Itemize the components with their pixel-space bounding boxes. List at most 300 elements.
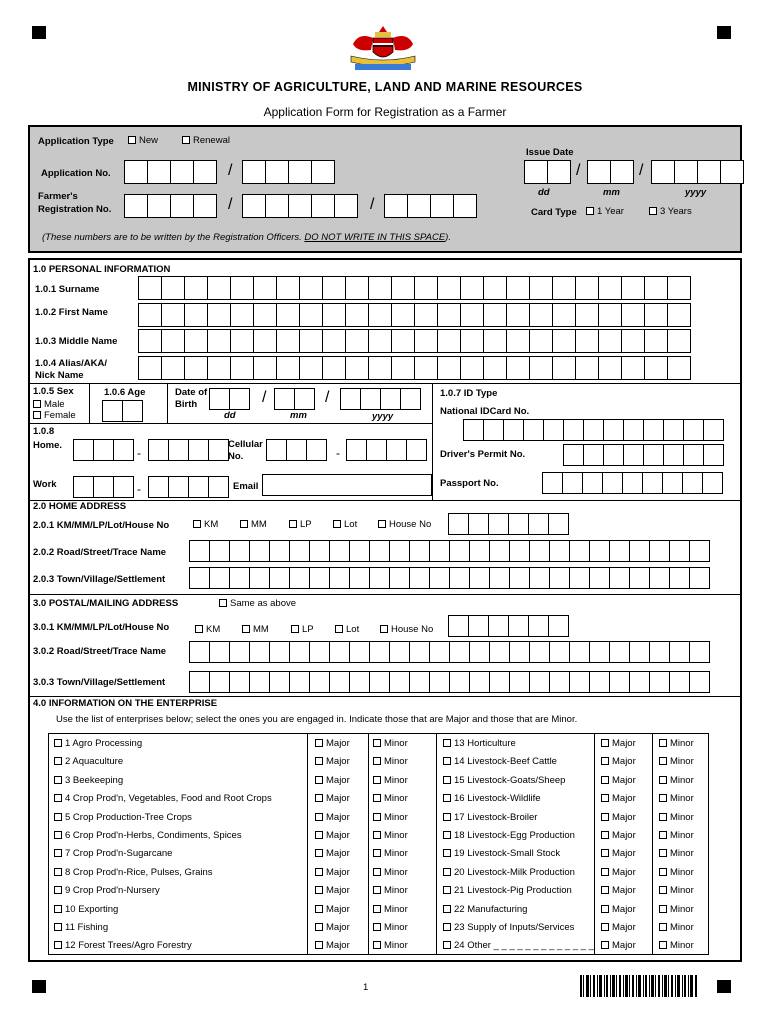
enterprise-right-22-checkbox[interactable] bbox=[443, 905, 451, 913]
registration-mark-bottom-right bbox=[717, 980, 731, 993]
enterprise-left-1[interactable] bbox=[54, 738, 142, 749]
enterprise-right-major-18[interactable] bbox=[601, 830, 636, 841]
enterprise-left-12-label: 12 Forest Trees/Agro Forestry bbox=[65, 940, 192, 952]
enterprise-right-major-14-checkbox[interactable] bbox=[601, 757, 609, 765]
postal-town-label: 3.0.3 Town/Village/Settlement bbox=[33, 677, 166, 688]
enterprise-left-minor-2-checkbox[interactable] bbox=[373, 757, 381, 765]
enterprise-right-22[interactable] bbox=[443, 904, 527, 915]
enterprise-left-minor-12-checkbox[interactable] bbox=[373, 941, 381, 949]
coat-of-arms-icon bbox=[345, 22, 421, 74]
enterprise-left-major-1[interactable] bbox=[315, 738, 350, 749]
age-boxes[interactable] bbox=[102, 400, 142, 422]
home-house-option[interactable] bbox=[378, 519, 431, 530]
registration-no-boxes-c[interactable] bbox=[384, 194, 476, 218]
work-phone-boxes-a[interactable] bbox=[73, 476, 133, 498]
enterprise-left-minor-9-checkbox[interactable] bbox=[373, 886, 381, 894]
enterprise-right-15[interactable] bbox=[443, 775, 565, 786]
enterprise-right-major-19-checkbox[interactable] bbox=[601, 849, 609, 857]
surname-boxes[interactable] bbox=[138, 276, 690, 300]
home-phone-boxes-b[interactable] bbox=[148, 439, 228, 461]
divider bbox=[30, 696, 740, 697]
enterprise-right-minor-20[interactable] bbox=[659, 867, 694, 878]
enterprise-right-major-15-label: Major bbox=[612, 774, 636, 786]
enterprise-right-19-checkbox[interactable] bbox=[443, 849, 451, 857]
postal-road-boxes[interactable] bbox=[189, 641, 709, 663]
enterprise-right-minor-13-checkbox[interactable] bbox=[659, 739, 667, 747]
enterprise-right-18[interactable] bbox=[443, 830, 575, 841]
enterprise-left-1-label: 1 Agro Processing bbox=[65, 738, 143, 749]
slash-separator: / bbox=[576, 162, 581, 179]
enterprise-left-minor-8-checkbox[interactable] bbox=[373, 868, 381, 876]
work-phone-boxes-b[interactable] bbox=[148, 476, 228, 498]
enterprise-left-5-checkbox[interactable] bbox=[54, 813, 62, 821]
enterprise-right-21-checkbox[interactable] bbox=[443, 886, 451, 894]
enterprise-left-6-checkbox[interactable] bbox=[54, 831, 62, 839]
enterprise-left-minor-11-checkbox[interactable] bbox=[373, 923, 381, 931]
first-name-label: 1.0.2 First Name bbox=[35, 307, 108, 318]
home-km-checkbox[interactable] bbox=[193, 520, 201, 528]
dash-separator: - bbox=[137, 446, 141, 460]
slash-separator: / bbox=[228, 196, 233, 213]
enterprise-right-minor-15-label: Minor bbox=[670, 774, 694, 786]
postal-house-checkbox[interactable] bbox=[380, 625, 388, 633]
enterprise-right-minor-20-checkbox[interactable] bbox=[659, 868, 667, 876]
registration-no-boxes-a[interactable] bbox=[124, 194, 216, 218]
enterprise-right-minor-14[interactable] bbox=[659, 756, 694, 767]
enterprise-right-major-24[interactable] bbox=[601, 940, 636, 951]
enterprise-left-minor-7-checkbox[interactable] bbox=[373, 849, 381, 857]
enterprise-right-24-label: 24 Other _ _ _ _ _ _ _ _ _ _ _ _ _ bbox=[454, 940, 594, 952]
enterprise-left-2-checkbox[interactable] bbox=[54, 757, 62, 765]
dob-dd-label: dd bbox=[224, 410, 236, 421]
enterprise-left-minor-1-label: Minor bbox=[384, 738, 408, 749]
application-no-boxes-b[interactable] bbox=[242, 160, 334, 184]
enterprise-left-minor-2-label: Minor bbox=[384, 756, 408, 768]
home-mm-option[interactable] bbox=[240, 519, 267, 530]
enterprise-left-major-3[interactable] bbox=[315, 775, 350, 786]
enterprise-right-major-24-label: Major bbox=[612, 940, 636, 952]
enterprise-left-minor-8[interactable] bbox=[373, 867, 408, 878]
work-phone-label: Work bbox=[33, 479, 57, 490]
enterprise-right-major-21[interactable] bbox=[601, 885, 636, 896]
enterprise-left-major-12-checkbox[interactable] bbox=[315, 941, 323, 949]
cellular-boxes-b[interactable] bbox=[346, 439, 426, 461]
enterprise-right-23-label: 23 Supply of Inputs/Services bbox=[454, 922, 575, 933]
enterprise-left-6[interactable] bbox=[54, 830, 242, 841]
issue-dd-label: dd bbox=[538, 187, 550, 198]
issue-date-label: Issue Date bbox=[526, 147, 574, 158]
enterprise-right-16-label: 16 Livestock-Wildlife bbox=[454, 793, 541, 805]
enterprise-left-minor-3[interactable] bbox=[373, 775, 408, 786]
enterprise-right-minor-16-checkbox[interactable] bbox=[659, 794, 667, 802]
enterprise-left-minor-10[interactable] bbox=[373, 904, 408, 915]
enterprise-right-minor-15[interactable] bbox=[659, 775, 694, 786]
enterprise-right-minor-23-checkbox[interactable] bbox=[659, 923, 667, 931]
postal-mm-option[interactable] bbox=[242, 624, 269, 635]
enterprise-right-minor-19[interactable] bbox=[659, 848, 694, 859]
home-phone-boxes-a[interactable] bbox=[73, 439, 133, 461]
first-name-boxes[interactable] bbox=[138, 303, 690, 327]
enterprise-left-2[interactable] bbox=[54, 756, 123, 767]
application-no-boxes-a[interactable] bbox=[124, 160, 216, 184]
enterprise-left-major-8[interactable] bbox=[315, 867, 350, 878]
enterprise-right-minor-24-label: Minor bbox=[670, 940, 694, 952]
renewal-checkbox[interactable] bbox=[182, 136, 190, 144]
cellular-boxes-a[interactable] bbox=[266, 439, 326, 461]
enterprise-left-major-10[interactable] bbox=[315, 904, 350, 915]
postal-house-no-label: 3.0.1 KM/MM/LP/Lot/House No bbox=[33, 622, 170, 633]
farmers-label: Farmer's bbox=[38, 191, 78, 202]
enterprise-left-minor-7[interactable] bbox=[373, 848, 408, 859]
enterprise-right-minor-21-label: Minor bbox=[670, 885, 694, 897]
enterprise-right-major-19[interactable] bbox=[601, 848, 636, 859]
three-years-option[interactable] bbox=[649, 206, 692, 217]
enterprise-left-7-label: 7 Crop Prod'n-Sugarcane bbox=[65, 848, 173, 860]
enterprise-left-7[interactable] bbox=[54, 848, 172, 859]
enterprise-left-12-checkbox[interactable] bbox=[54, 941, 62, 949]
surname-label: 1.0.1 Surname bbox=[35, 284, 100, 295]
phone-section-label: 1.0.8 bbox=[33, 426, 55, 437]
enterprise-left-10-checkbox[interactable] bbox=[54, 905, 62, 913]
enterprise-right-23-checkbox[interactable] bbox=[443, 923, 451, 931]
one-year-label: 1 Year bbox=[597, 206, 624, 217]
enterprise-right-major-17-checkbox[interactable] bbox=[601, 813, 609, 821]
enterprise-right-major-13-checkbox[interactable] bbox=[601, 739, 609, 747]
enterprise-right-minor-22-checkbox[interactable] bbox=[659, 905, 667, 913]
enterprise-right-minor-24[interactable] bbox=[659, 940, 694, 951]
enterprise-right-minor-21-checkbox[interactable] bbox=[659, 886, 667, 894]
enterprise-left-3[interactable] bbox=[54, 775, 123, 786]
enterprise-right-24[interactable] bbox=[443, 940, 594, 951]
enterprise-left-major-9[interactable] bbox=[315, 885, 350, 896]
enterprise-right-minor-18-label: Minor bbox=[670, 830, 694, 841]
enterprise-left-major-7-label: Major bbox=[326, 848, 350, 860]
lot-label: Lot bbox=[346, 624, 360, 635]
passport-label: Passport No. bbox=[440, 478, 499, 489]
application-type-label: Application Type bbox=[38, 136, 114, 147]
enterprise-right-major-20-checkbox[interactable] bbox=[601, 868, 609, 876]
enterprise-left-minor-3-checkbox[interactable] bbox=[373, 776, 381, 784]
enterprise-right-major-23-checkbox[interactable] bbox=[601, 923, 609, 931]
slash-separator: / bbox=[325, 389, 330, 406]
enterprise-right-18-checkbox[interactable] bbox=[443, 831, 451, 839]
enterprise-left-major-4-checkbox[interactable] bbox=[315, 794, 323, 802]
enterprise-right-19[interactable] bbox=[443, 848, 560, 859]
enterprise-right-20-checkbox[interactable] bbox=[443, 868, 451, 876]
enterprise-right-major-21-checkbox[interactable] bbox=[601, 886, 609, 894]
enterprise-left-minor-3-label: Minor bbox=[384, 774, 408, 786]
enterprise-right-minor-17-checkbox[interactable] bbox=[659, 813, 667, 821]
enterprise-left-major-5-checkbox[interactable] bbox=[315, 813, 323, 821]
note-suffix: ). bbox=[445, 232, 451, 243]
enterprise-right-21[interactable] bbox=[443, 885, 572, 896]
enterprise-left-minor-2[interactable] bbox=[373, 756, 408, 767]
dob-mm-label: mm bbox=[290, 410, 307, 421]
enterprise-left-minor-6[interactable] bbox=[373, 830, 408, 841]
national-id-label: National IDCard No. bbox=[440, 406, 530, 417]
postal-house-option[interactable] bbox=[380, 624, 433, 635]
enterprise-right-13-checkbox[interactable] bbox=[443, 739, 451, 747]
enterprise-left-10[interactable] bbox=[54, 904, 118, 915]
enterprise-right-minor-23-label: Minor bbox=[670, 922, 694, 933]
dob-month-boxes[interactable] bbox=[274, 388, 314, 410]
card-type-label: Card Type bbox=[531, 207, 577, 218]
alias-boxes[interactable] bbox=[138, 356, 690, 380]
enterprise-right-major-23-label: Major bbox=[612, 922, 636, 933]
enterprise-right-minor-15-checkbox[interactable] bbox=[659, 776, 667, 784]
enterprise-left-major-7-checkbox[interactable] bbox=[315, 849, 323, 857]
postal-km-checkbox[interactable] bbox=[195, 625, 203, 633]
three-years-label: 3 Years bbox=[660, 206, 692, 217]
dob-day-boxes[interactable] bbox=[209, 388, 249, 410]
home-mm-checkbox[interactable] bbox=[240, 520, 248, 528]
enterprise-right-minor-14-checkbox[interactable] bbox=[659, 757, 667, 765]
enterprise-right-20[interactable] bbox=[443, 867, 575, 878]
new-checkbox[interactable] bbox=[128, 136, 136, 144]
enterprise-right-minor-17-label: Minor bbox=[670, 811, 694, 823]
home-lot-checkbox[interactable] bbox=[333, 520, 341, 528]
sex-label: 1.0.5 Sex bbox=[33, 386, 74, 397]
enterprise-left-minor-12[interactable] bbox=[373, 940, 408, 951]
slash-separator: / bbox=[228, 162, 233, 179]
enterprise-left-11-label: 11 Fishing bbox=[65, 922, 109, 933]
enterprise-left-9[interactable] bbox=[54, 885, 160, 896]
enterprise-right-major-13[interactable] bbox=[601, 738, 636, 749]
enterprise-right-20-label: 20 Livestock-Milk Production bbox=[454, 866, 575, 878]
enterprise-right-minor-21[interactable] bbox=[659, 885, 694, 896]
enterprise-left-11-checkbox[interactable] bbox=[54, 923, 62, 931]
enterprise-right-24-checkbox[interactable] bbox=[443, 941, 451, 949]
postal-lot-checkbox[interactable] bbox=[335, 625, 343, 633]
enterprise-right-major-15-checkbox[interactable] bbox=[601, 776, 609, 784]
enterprise-left-5[interactable] bbox=[54, 812, 192, 823]
enterprise-left-major-9-checkbox[interactable] bbox=[315, 886, 323, 894]
issue-date-month-boxes[interactable] bbox=[587, 160, 633, 184]
enterprise-left-minor-4-label: Minor bbox=[384, 793, 408, 805]
slash-separator: / bbox=[262, 389, 267, 406]
home-lp-checkbox[interactable] bbox=[289, 520, 297, 528]
registration-no-boxes-b[interactable] bbox=[242, 194, 357, 218]
enterprise-left-minor-8-label: Minor bbox=[384, 866, 408, 878]
enterprise-right-minor-18[interactable] bbox=[659, 830, 694, 841]
enterprise-right-minor-23[interactable] bbox=[659, 922, 694, 933]
lp-label: LP bbox=[300, 519, 312, 530]
dob-year-boxes[interactable] bbox=[340, 388, 420, 410]
enterprise-right-14-checkbox[interactable] bbox=[443, 757, 451, 765]
enterprise-right-23[interactable] bbox=[443, 922, 574, 933]
enterprise-left-minor-9[interactable] bbox=[373, 885, 408, 896]
enterprise-left-2-label: 2 Aquaculture bbox=[65, 756, 124, 768]
issue-mm-label: mm bbox=[603, 187, 620, 198]
enterprise-right-major-22-checkbox[interactable] bbox=[601, 905, 609, 913]
enterprise-right-17-label: 17 Livestock-Broiler bbox=[454, 811, 538, 823]
enterprise-left-major-1-checkbox[interactable] bbox=[315, 739, 323, 747]
enterprise-right-minor-22[interactable] bbox=[659, 904, 694, 915]
enterprise-left-major-3-checkbox[interactable] bbox=[315, 776, 323, 784]
enterprise-left-major-11[interactable] bbox=[315, 922, 350, 933]
enterprise-right-major-18-checkbox[interactable] bbox=[601, 831, 609, 839]
enterprise-left-minor-5[interactable] bbox=[373, 812, 408, 823]
enterprise-left-minor-1-checkbox[interactable] bbox=[373, 739, 381, 747]
divider bbox=[594, 733, 595, 955]
enterprise-left-major-7[interactable] bbox=[315, 848, 350, 859]
enterprise-right-major-22[interactable] bbox=[601, 904, 636, 915]
enterprise-left-4-checkbox[interactable] bbox=[54, 794, 62, 802]
enterprise-left-3-label: 3 Beekeeping bbox=[65, 774, 124, 786]
issue-date-year-boxes[interactable] bbox=[651, 160, 743, 184]
enterprise-right-19-label: 19 Livestock-Small Stock bbox=[454, 848, 561, 860]
enterprise-left-minor-7-label: Minor bbox=[384, 848, 408, 860]
enterprise-right-major-15[interactable] bbox=[601, 775, 636, 786]
postal-lp-checkbox[interactable] bbox=[291, 625, 299, 633]
enterprise-right-major-17[interactable] bbox=[601, 812, 636, 823]
enterprise-right-minor-18-checkbox[interactable] bbox=[659, 831, 667, 839]
dash-separator: - bbox=[336, 446, 340, 460]
enterprise-left-minor-4[interactable] bbox=[373, 793, 408, 804]
enterprise-left-1-checkbox[interactable] bbox=[54, 739, 62, 747]
enterprise-left-minor-4-checkbox[interactable] bbox=[373, 794, 381, 802]
enterprise-left-7-checkbox[interactable] bbox=[54, 849, 62, 857]
same-as-above-label: Same as above bbox=[230, 598, 297, 609]
female-checkbox[interactable] bbox=[33, 411, 41, 419]
passport-boxes[interactable] bbox=[542, 472, 722, 494]
enterprise-right-minor-24-checkbox[interactable] bbox=[659, 941, 667, 949]
enterprise-left-minor-6-checkbox[interactable] bbox=[373, 831, 381, 839]
enterprise-right-22-label: 22 Manufacturing bbox=[454, 903, 528, 915]
enterprise-right-major-24-checkbox[interactable] bbox=[601, 941, 609, 949]
one-year-checkbox[interactable] bbox=[586, 207, 594, 215]
enterprise-right-17[interactable] bbox=[443, 812, 537, 823]
enterprise-right-major-23[interactable] bbox=[601, 922, 636, 933]
enterprise-right-14[interactable] bbox=[443, 756, 557, 767]
enterprise-left-minor-10-checkbox[interactable] bbox=[373, 905, 381, 913]
divider bbox=[307, 733, 308, 955]
three-years-checkbox[interactable] bbox=[649, 207, 657, 215]
enterprise-right-16[interactable] bbox=[443, 793, 541, 804]
home-town-boxes[interactable] bbox=[189, 567, 709, 589]
enterprise-right-13[interactable] bbox=[443, 738, 516, 749]
enterprise-right-minor-19-label: Minor bbox=[670, 848, 694, 860]
home-house-no-boxes[interactable] bbox=[448, 513, 568, 535]
male-option[interactable] bbox=[33, 399, 65, 410]
enterprise-left-major-6[interactable] bbox=[315, 830, 350, 841]
new-label: New bbox=[139, 135, 159, 146]
enterprise-right-minor-22-label: Minor bbox=[670, 903, 694, 915]
male-label: Male bbox=[44, 399, 65, 410]
home-house-checkbox[interactable] bbox=[378, 520, 386, 528]
id-type-label: 1.0.7 ID Type bbox=[440, 388, 498, 399]
postal-town-boxes[interactable] bbox=[189, 671, 709, 693]
postal-lp-option[interactable] bbox=[291, 624, 314, 635]
enterprise-left-8[interactable] bbox=[54, 867, 213, 878]
renewal-label: Renewal bbox=[193, 135, 230, 146]
enterprise-right-minor-17[interactable] bbox=[659, 812, 694, 823]
registration-mark-bottom-left bbox=[32, 980, 46, 993]
enterprise-right-major-16[interactable] bbox=[601, 793, 636, 804]
enterprise-left-11[interactable] bbox=[54, 922, 108, 933]
home-lp-option[interactable] bbox=[289, 519, 312, 530]
enterprise-left-major-4[interactable] bbox=[315, 793, 350, 804]
enterprise-right-major-14-label: Major bbox=[612, 756, 636, 768]
enterprise-right-major-16-checkbox[interactable] bbox=[601, 794, 609, 802]
divider bbox=[30, 500, 740, 501]
slash-separator: / bbox=[370, 196, 375, 213]
enterprise-left-major-12-label: Major bbox=[326, 940, 350, 952]
enterprise-left-major-5[interactable] bbox=[315, 812, 350, 823]
enterprise-left-major-3-label: Major bbox=[326, 774, 350, 786]
enterprise-left-major-2-checkbox[interactable] bbox=[315, 757, 323, 765]
middle-name-boxes[interactable] bbox=[138, 329, 690, 353]
enterprise-left-12[interactable] bbox=[54, 940, 192, 951]
enterprise-left-major-4-label: Major bbox=[326, 793, 350, 805]
postal-lot-option[interactable] bbox=[335, 624, 359, 635]
enterprise-left-major-2[interactable] bbox=[315, 756, 350, 767]
enterprise-left-major-11-checkbox[interactable] bbox=[315, 923, 323, 931]
drivers-permit-boxes[interactable] bbox=[563, 444, 723, 466]
issue-date-day-boxes[interactable] bbox=[524, 160, 570, 184]
km-label: KM bbox=[204, 519, 219, 530]
same-as-above-checkbox[interactable] bbox=[219, 599, 227, 607]
enterprise-left-minor-5-checkbox[interactable] bbox=[373, 813, 381, 821]
enterprise-right-major-21-label: Major bbox=[612, 885, 636, 897]
postal-house-no-boxes[interactable] bbox=[448, 615, 568, 637]
enterprise-right-minor-14-label: Minor bbox=[670, 756, 694, 768]
enterprise-left-major-8-checkbox[interactable] bbox=[315, 868, 323, 876]
email-field[interactable] bbox=[262, 474, 432, 496]
home-road-boxes[interactable] bbox=[189, 540, 709, 562]
male-checkbox[interactable] bbox=[33, 400, 41, 408]
enterprise-right-minor-16[interactable] bbox=[659, 793, 694, 804]
home-lot-option[interactable] bbox=[333, 519, 357, 530]
enterprise-right-major-19-label: Major bbox=[612, 848, 636, 860]
renewal-option[interactable] bbox=[182, 135, 230, 146]
enterprise-left-9-checkbox[interactable] bbox=[54, 886, 62, 894]
enterprise-right-15-checkbox[interactable] bbox=[443, 776, 451, 784]
home-km-option[interactable] bbox=[193, 519, 218, 530]
same-as-above-option[interactable] bbox=[219, 598, 296, 609]
home-phone-label: Home. bbox=[33, 440, 63, 451]
postal-km-option[interactable] bbox=[195, 624, 220, 635]
national-id-boxes[interactable] bbox=[463, 419, 723, 441]
enterprise-right-major-20[interactable] bbox=[601, 867, 636, 878]
enterprise-right-minor-20-label: Minor bbox=[670, 866, 694, 878]
one-year-option[interactable] bbox=[586, 206, 624, 217]
application-no-label: Application No. bbox=[41, 168, 111, 179]
enterprise-left-major-12[interactable] bbox=[315, 940, 350, 951]
registration-no-label: Registration No. bbox=[38, 204, 112, 215]
dash-separator: - bbox=[137, 482, 141, 496]
note-underline: DO NOT WRITE IN THIS SPACE bbox=[304, 232, 446, 243]
enterprise-right-major-14[interactable] bbox=[601, 756, 636, 767]
postal-address-heading: 3.0 POSTAL/MAILING ADDRESS bbox=[33, 598, 179, 609]
enterprise-right-minor-13[interactable] bbox=[659, 738, 694, 749]
enterprise-left-minor-1[interactable] bbox=[373, 738, 408, 749]
enterprise-left-minor-11[interactable] bbox=[373, 922, 408, 933]
enterprise-left-major-10-checkbox[interactable] bbox=[315, 905, 323, 913]
enterprise-left-3-checkbox[interactable] bbox=[54, 776, 62, 784]
enterprise-right-21-label: 21 Livestock-Pig Production bbox=[454, 885, 572, 897]
female-option[interactable] bbox=[33, 410, 76, 421]
postal-mm-checkbox[interactable] bbox=[242, 625, 250, 633]
enterprise-right-14-label: 14 Livestock-Beef Cattle bbox=[454, 756, 557, 768]
enterprise-right-17-checkbox[interactable] bbox=[443, 813, 451, 821]
enterprise-right-minor-19-checkbox[interactable] bbox=[659, 849, 667, 857]
enterprise-right-16-checkbox[interactable] bbox=[443, 794, 451, 802]
enterprise-left-major-6-checkbox[interactable] bbox=[315, 831, 323, 839]
new-option[interactable] bbox=[128, 135, 158, 146]
enterprise-left-8-checkbox[interactable] bbox=[54, 868, 62, 876]
enterprise-left-4[interactable] bbox=[54, 793, 272, 804]
